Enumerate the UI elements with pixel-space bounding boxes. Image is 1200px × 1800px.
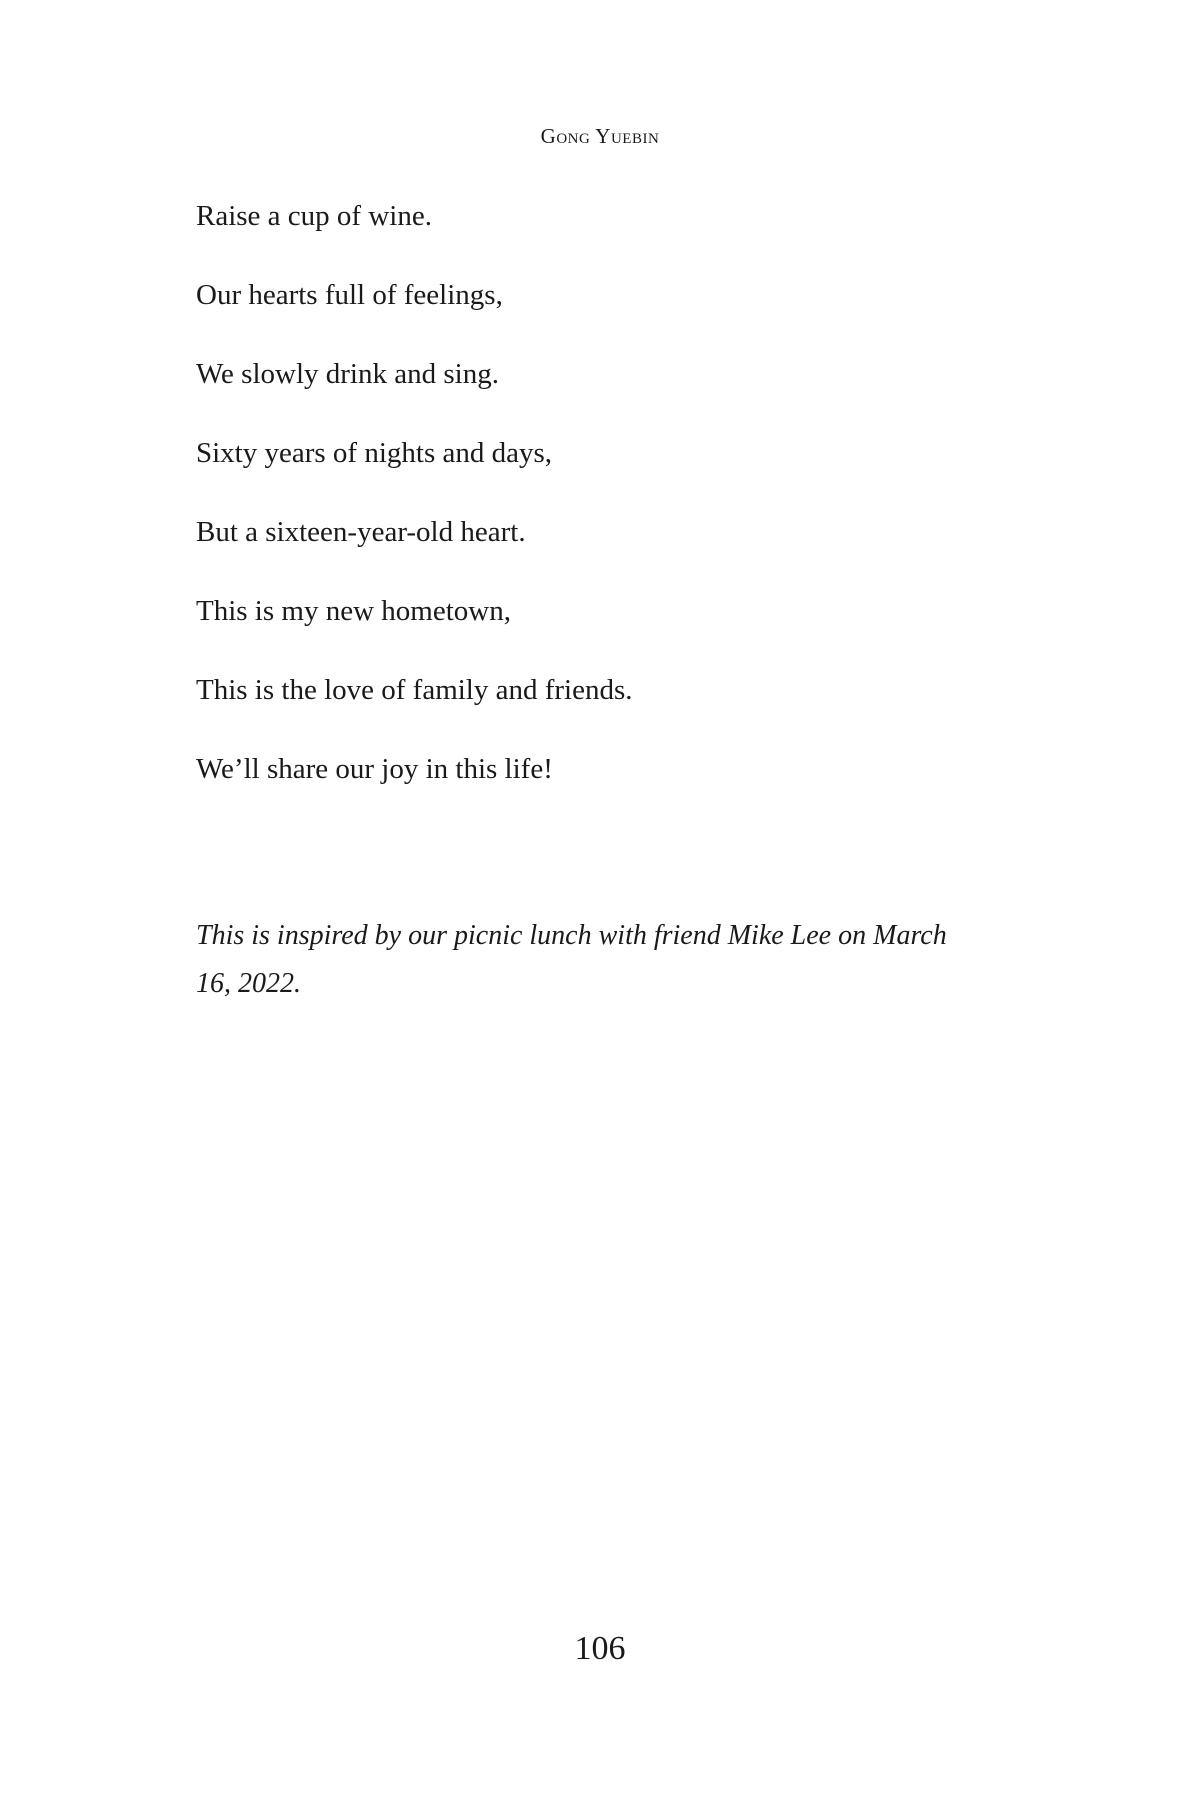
poem-line: We’ll share our joy in this life! — [196, 753, 553, 785]
poem-line: This is the love of family and friends. — [196, 674, 633, 706]
poem-note-line: 16, 2022. — [196, 968, 301, 999]
poem-line: Our hearts full of feelings, — [196, 279, 503, 311]
page-number: 106 — [574, 1630, 626, 1667]
poem-line: But a sixteen-year-old heart. — [196, 516, 526, 548]
running-head-author: Gong Yuebin — [540, 124, 660, 148]
poem-line: Sixty years of nights and days, — [196, 437, 553, 469]
poem-note-line: This is inspired by our picnic lunch with friend Mike Lee on March — [196, 920, 947, 951]
poem-line: This is my new hometown, — [196, 595, 511, 627]
poem-body — [196, 198, 1016, 830]
poem-note — [196, 912, 1016, 1008]
poem-line: We slowly drink and sing. — [196, 358, 499, 390]
poem-line: Raise a cup of wine. — [196, 200, 432, 232]
